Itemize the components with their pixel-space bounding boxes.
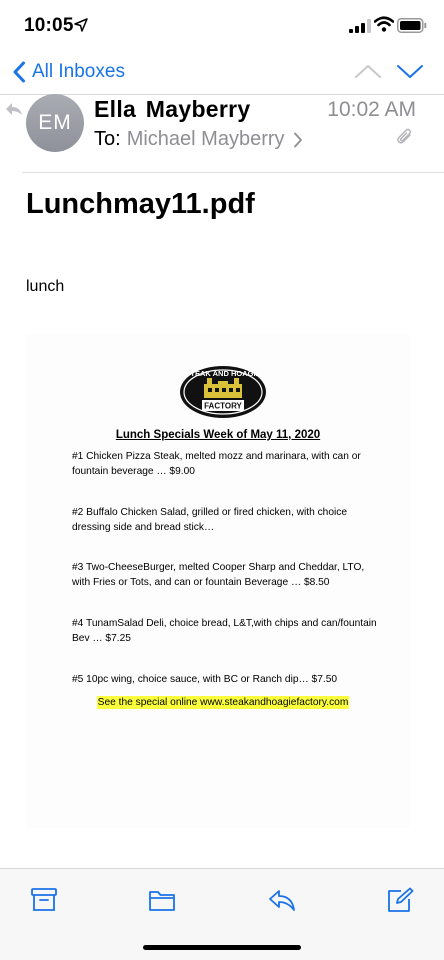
- location-arrow-icon: [74, 18, 88, 32]
- sender-avatar[interactable]: [26, 94, 84, 152]
- replied-indicator-icon: [5, 101, 23, 117]
- pdf-attachment-preview[interactable]: [26, 334, 410, 828]
- promo-line: [26, 692, 420, 710]
- back-button[interactable]: [12, 59, 125, 85]
- special-item-1: #1 Chicken Pizza Steak, melted mozz and marinara, with can or fountain beverage … $9.00: [72, 451, 361, 477]
- status-bar: [0, 0, 444, 50]
- recipient-row[interactable]: [94, 128, 303, 151]
- special-item-4: #4 TunamSalad Deli, choice bread, L&T,with chips and can/fountain Bev … $7.25: [72, 618, 377, 644]
- paperclip-icon: [395, 127, 415, 147]
- next-message-chevron-down-icon[interactable]: [396, 62, 424, 80]
- reply-icon[interactable]: [268, 887, 296, 913]
- logo-text-top: STEAK AND HOAGIE: [185, 369, 261, 378]
- wifi-icon: [374, 16, 394, 32]
- special-item-3: #3 Two-CheeseBurger, melted Cooper Sharp and Cheddar, LTO, with Fries or Tots, and can or fountain Beverage … $8.50: [72, 562, 365, 588]
- logo-text-bottom: FACTORY: [204, 401, 242, 411]
- previous-message-chevron-up-icon[interactable]: [354, 62, 382, 80]
- steak-and-hoagie-factory-logo: [178, 364, 268, 420]
- chevron-right-icon: [293, 132, 303, 148]
- sender-name[interactable]: Ella Mayberry: [94, 96, 251, 122]
- promo-highlight: See the special online www.steakandhoagiefactory.com: [97, 697, 349, 708]
- back-label: All Inboxes: [32, 61, 125, 82]
- folder-icon[interactable]: [148, 887, 176, 913]
- message-body: lunch: [26, 278, 65, 295]
- pdf-title: Lunch Specials Week of May 11, 2020: [115, 429, 321, 441]
- recipient-name: Michael Mayberry: [126, 128, 285, 150]
- cellular-signal-icon: [349, 19, 371, 33]
- archive-icon[interactable]: [30, 887, 58, 913]
- home-indicator: [143, 945, 301, 950]
- header-divider: [22, 172, 444, 173]
- chevron-left-icon: [12, 61, 26, 83]
- to-label: To:: [94, 128, 121, 150]
- special-item-2: #2 Buffalo Chicken Salad, grilled or fired chicken, with choice dressing side and bread stick…: [72, 507, 348, 533]
- avatar-initials: EM: [38, 111, 72, 134]
- status-time: 10:05: [24, 15, 74, 36]
- nav-bar: [0, 50, 444, 94]
- nav-divider: [0, 94, 444, 95]
- message-time: 10:02 AM: [327, 98, 416, 121]
- message-subject: Lunchmay11.pdf: [26, 188, 255, 220]
- special-item-5: #5 10pc wing, choice sauce, with BC or Ranch dip… $7.50: [72, 674, 338, 685]
- battery-icon: [397, 18, 427, 33]
- compose-icon[interactable]: [386, 887, 414, 913]
